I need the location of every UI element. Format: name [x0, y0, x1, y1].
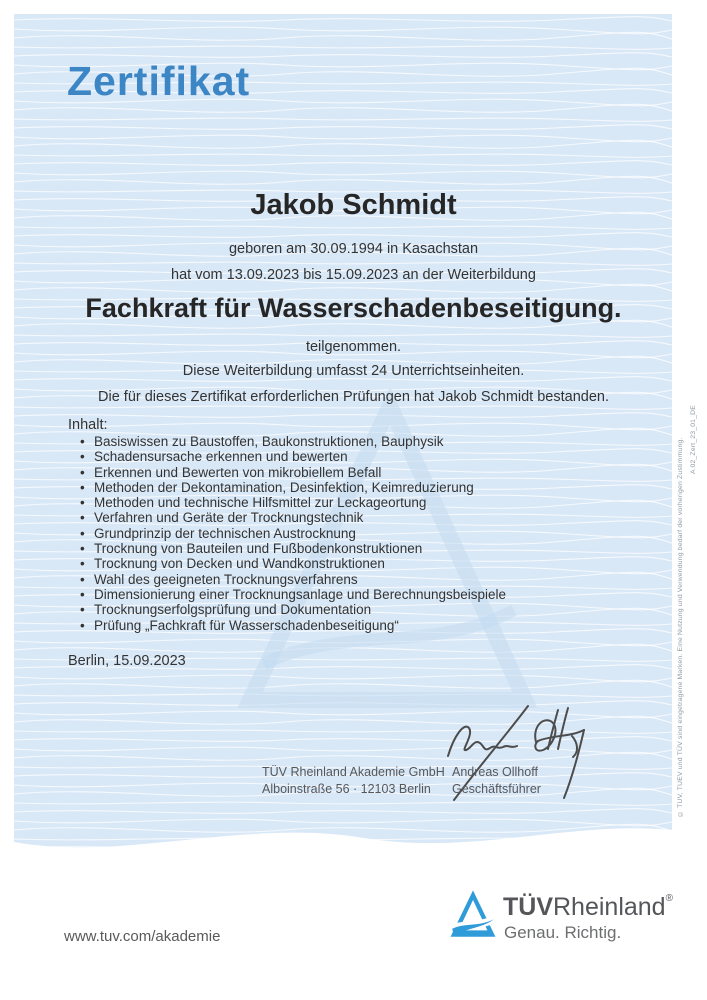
side-doc-code: A 02_Zert_23_01_DE [690, 405, 697, 474]
content-item: • Erkennen und Bewerten von mikrobiellem Befall [80, 465, 506, 480]
bullet-icon [80, 556, 94, 571]
website-text: www.tuv.com/akademie [64, 928, 221, 945]
tuv-triangle-icon [449, 887, 497, 945]
issuer-org-address: Alboinstraße 56 · 12103 Berlin [262, 782, 431, 796]
content-item: • Dimensionierung einer Trocknungsanlage und Berechnungsbeispiele [80, 587, 506, 602]
content-item: • Grundprinzip der technischen Austrocknung [80, 526, 506, 541]
signer-name: Andreas Ollhoff [452, 765, 538, 779]
content-item: • Trocknung von Bauteilen und Fußbodenkonstruktionen [80, 541, 506, 556]
bullet-icon [80, 465, 94, 480]
content-heading: Inhalt: [68, 417, 108, 433]
certificate-title: Zertifikat [67, 58, 251, 104]
sheet-bottom-wave [14, 828, 672, 860]
bullet-icon [80, 526, 94, 541]
recipient-name: Jakob Schmidt [250, 189, 457, 221]
bullet-icon [80, 618, 94, 633]
content-item: • Verfahren und Geräte der Trocknungstechnik [80, 510, 506, 525]
bullet-icon [80, 449, 94, 464]
exam-line: Die für dieses Zertifikat erforderlichen Prüfungen hat Jakob Schmidt bestanden. [98, 389, 609, 405]
bullet-icon [80, 572, 94, 587]
bullet-icon [80, 495, 94, 510]
content-item: • Trocknungserfolgsprüfung und Dokumentation [80, 602, 506, 617]
units-line: Diese Weiterbildung umfasst 24 Unterrichtseinheiten. [182, 363, 525, 379]
side-copyright-note: © TUV, TUEV und TÜV sind eingetragene Marken. Eine Nutzung und Verwendung bedarf der vorherigen Zustimmung. [677, 437, 684, 817]
content-item: • Trocknung von Decken und Wandkonstruktionen [80, 556, 506, 571]
bullet-icon [80, 587, 94, 602]
content-list [80, 434, 506, 633]
content-item: • Schadensursache erkennen und bewerten [80, 449, 506, 464]
bullet-icon [80, 510, 94, 525]
signer-role: Geschäftsführer [452, 782, 541, 796]
issuer-org-name: TÜV Rheinland Akademie GmbH [262, 765, 445, 779]
content-item: • Methoden der Dekontamination, Desinfektion, Keimreduzierung [80, 480, 506, 495]
birth-line: geboren am 30.09.1994 in Kasachstan [228, 241, 479, 257]
content-item: • Methoden und technische Hilfsmittel zur Leckageortung [80, 495, 506, 510]
registered-mark-icon: ® [665, 893, 673, 904]
bullet-icon [80, 434, 94, 449]
logo-wordmark [503, 893, 673, 922]
participation-line: teilgenommen. [305, 339, 402, 355]
bullet-icon [80, 480, 94, 495]
bullet-icon [80, 602, 94, 617]
logo-tagline: Genau. Richtig. [504, 923, 622, 942]
content-item: • Wahl des geeigneten Trocknungsverfahrens [80, 572, 506, 587]
tuv-rheinland-logo [449, 885, 679, 955]
content-item: • Basiswissen zu Baustoffen, Baukonstruktionen, Bauphysik [80, 434, 506, 449]
logo-text-tuv: TÜV [503, 893, 553, 921]
period-line: hat vom 13.09.2023 bis 15.09.2023 an der Weiterbildung [171, 267, 536, 283]
issue-place-date: Berlin, 15.09.2023 [68, 653, 186, 669]
content-item: • Prüfung „Fachkraft für Wasserschadenbeseitigung“ [80, 618, 506, 633]
course-title: Fachkraft für Wasserschadenbeseitigung. [85, 293, 622, 323]
bullet-icon [80, 541, 94, 556]
logo-text-rheinland: Rheinland [553, 893, 666, 921]
